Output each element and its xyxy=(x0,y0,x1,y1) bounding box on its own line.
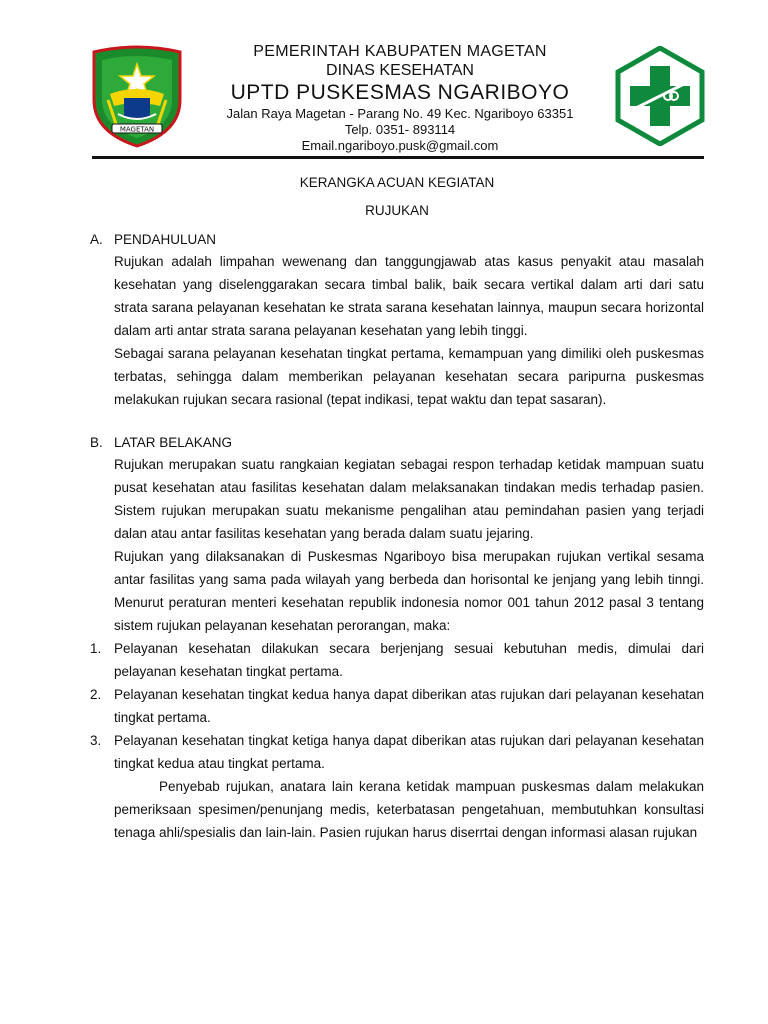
list-item-text: Pelayanan kesehatan dilakukan secara berjenjang sesuai kebutuhan medis, dimulai dari pelayanan kesehatan tingkat pertama. xyxy=(114,641,704,679)
list-item-text: Pelayanan kesehatan tingkat kedua hanya dapat diberikan atas rujukan dari pelayanan kesehatan tingkat pertama. xyxy=(114,687,704,725)
section-b-closing-paragraph: Penyebab rujukan, anatara lain kerana ketidak mampuan puskesmas dalam melakukan pemeriksaan spesimen/penunjang medis, keterbatasan pengetahuan, membutuhkan konsultasi tenaga ahli/spesialis dan lain-lain. Pasien rujukan harus diserrtai dengan informasi alasan rujukan xyxy=(114,779,704,840)
regulation-list xyxy=(90,637,704,775)
document-title: KERANGKA ACUAN KEGIATAN xyxy=(299,175,495,190)
section-a-paragraph-1: Rujukan adalah limpahan wewenang dan tanggungjawab atas kasus penyakit atau masalah kesehatan yang diselenggarakan secara timbal balik, baik secara vertikal dalam arti dari satu strata sarana pelayanan kesehatan ke strata sarana kesehatan lainnya, maupun secara horizontal dalam arti antar strata sarana pelayanan kesehatan yang lebih tinggi. xyxy=(114,254,704,338)
document-subtitle: RUJUKAN xyxy=(365,203,429,218)
letterhead-institution: UPTD PUSKESMAS NGARIBOYO xyxy=(230,81,570,104)
letterhead-email: Email.ngariboyo.pusk@gmail.com xyxy=(301,138,499,153)
list-item-text: Pelayanan kesehatan tingkat ketiga hanya dapat diberikan atas rujukan dari pelayanan kesehatan tingkat kedua atau tingkat pertama. xyxy=(114,733,704,771)
list-item-number: 3. xyxy=(90,733,102,748)
letterhead-phone: Telp. 0351- 893114 xyxy=(344,122,456,137)
section-b-heading xyxy=(90,433,704,453)
letterhead-text xyxy=(190,42,610,154)
letterhead-address: Jalan Raya Magetan - Parang No. 49 Kec. Ngariboyo 63351 xyxy=(226,106,574,121)
list-item-number: 2. xyxy=(90,687,102,702)
section-b-paragraph-1: Rujukan merupakan suatu rangkaian kegiatan sebagai respon terhadap ketidak mampuan suatu pusat kesehatan atau fasilitas kesehatan dalam melaksanakan tindakan medis terhadap pasien. Sistem rujukan merupakan suatu mekanisme pengalihan atau pemindahan pasien yang terjadi dalan atau antar fasilitas kesehatan yang berada dalam suatu jejaring. xyxy=(114,457,704,541)
section-a-paragraph-2: Sebagai sarana pelayanan kesehatan tingkat pertama, kemampuan yang dimiliki oleh puskesmas terbatas, sehingga dalam memberikan pelayanan kesehatan secara paripurna puskesmas melakukan rujukan secara rasional (tepat indikasi, tepat waktu dan tepat sasaran). xyxy=(114,346,704,407)
list-item xyxy=(90,683,704,729)
section-a-mark: A. xyxy=(90,232,103,247)
magetan-emblem-logo xyxy=(88,44,186,148)
section-a-heading xyxy=(90,230,704,250)
document-body xyxy=(90,170,704,844)
section-a-title: PENDAHULUAN xyxy=(114,232,217,247)
letterhead-government: PEMERINTAH KABUPATEN MAGETAN xyxy=(253,43,547,60)
emblem-ribbon-text: MAGETAN xyxy=(119,125,155,134)
letterhead-department: DINAS KESEHATAN xyxy=(326,62,474,79)
letterhead xyxy=(0,0,768,160)
section-b-paragraph-2: Rujukan yang dilaksanakan di Puskesmas Ngariboyo bisa merupakan rujukan vertikal sesama antar fasilitas yang sama pada wilayah yang berbeda dan horisontal ke jenjang yang lebih tinngi. Menurut peraturan menteri kesehatan republik indonesia nomor 001 tahun 2012 pasal 3 tentang sistem rujukan pelayanan kesehatan perorangan, maka: xyxy=(114,549,704,633)
section-b-mark: B. xyxy=(90,435,103,450)
puskesmas-emblem-logo xyxy=(610,46,710,146)
letterhead-divider xyxy=(92,156,704,159)
section-b-title: LATAR BELAKANG xyxy=(114,435,233,450)
list-item xyxy=(90,637,704,683)
list-item-number: 1. xyxy=(90,641,102,656)
list-item xyxy=(90,729,704,775)
